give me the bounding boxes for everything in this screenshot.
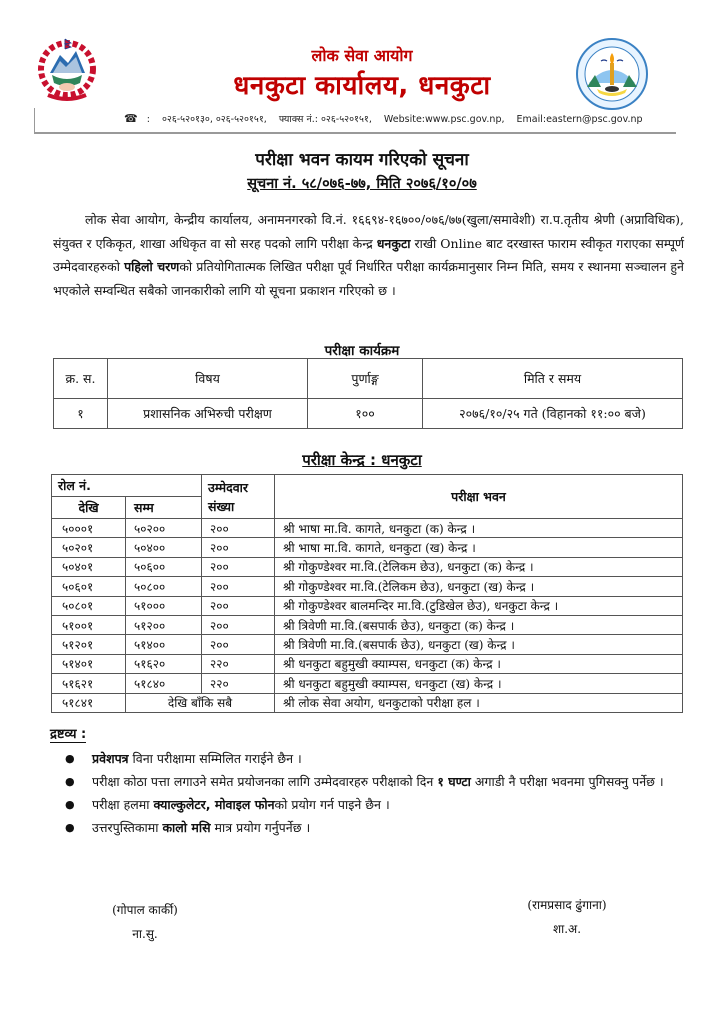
col-serial: क्र. स.	[54, 359, 108, 399]
notice-reference-text: सूचना नं. ५८/०७६-७७, मिति २०७६/१०/०७	[247, 176, 477, 192]
notes-list	[65, 748, 690, 840]
fax-number: फ्याक्स नं.: ०२६-५२०१५१,	[278, 114, 372, 125]
email-link[interactable]: Email:eastern@psc.gov.np	[516, 114, 643, 125]
centre-heading-text: परीक्षा केन्द्र : धनकुटा	[302, 451, 422, 469]
notice-body	[53, 208, 684, 302]
table-row	[52, 615, 683, 634]
exam-centre-table	[51, 474, 683, 713]
table-row	[52, 635, 683, 654]
cell-hall: श्री धनकुटा बहुमुखी क्याम्पस, धनकुटा (क) केन्द्र ।	[275, 654, 683, 673]
centre-header-row-1	[52, 475, 683, 497]
cell-count: २२०	[202, 654, 275, 673]
note-bold: क्याल्कुलेटर, मोवाइल फोन	[153, 797, 275, 812]
cell-count: २००	[202, 635, 275, 654]
cell-to: ५१४००	[126, 635, 202, 654]
cell-to: ५०४००	[126, 538, 202, 557]
cell-count: २००	[202, 538, 275, 557]
office-name: धनकुटा कार्यालय, धनकुटा	[233, 71, 491, 101]
phone-numbers: ०२६-५२०१३०, ०२६-५२०१५१,	[161, 114, 267, 125]
col-exam-hall: परीक्षा भवन	[275, 475, 683, 519]
cell-count: २२०	[202, 674, 275, 693]
cell-from: ५०६०१	[52, 577, 126, 596]
cell-hall: श्री गोकुण्डेश्वर मा.वि.(टेलिकम छेउ), धनकुटा (क) केन्द्र ।	[275, 557, 683, 576]
table-row	[52, 557, 683, 576]
cell-to: ५०८००	[126, 577, 202, 596]
note-item	[65, 794, 690, 815]
cell-hall: श्री त्रिवेणी मा.वि.(बसपार्क छेउ), धनकुटा (क) केन्द्र ।	[275, 615, 683, 634]
body-text-2: राखी Online बाट दरखास्त फाराम स्वीकृत गराएका सम्पूर्ण उम्मेदवारहरुको	[53, 235, 684, 274]
table-row-last	[52, 693, 683, 712]
signature-right	[502, 893, 632, 941]
cell-from: ५१८४१	[52, 693, 126, 712]
signatory-name: (गोपाल कार्की)	[112, 903, 178, 917]
col-roll-no: रोल नं.	[52, 475, 202, 497]
body-bold-phase: पहिलो चरण	[124, 259, 180, 274]
col-full-marks: पुर्णाङ्ग	[308, 359, 423, 399]
body-text-3: को प्रतियोगितात्मक लिखित परीक्षा पूर्व निर्धारित परीक्षा कार्यक्रमानुसार निम्न मिति, समय र स्थानमा सञ्चालन हुने भएकोले सम्वन्धित सबैको जानकारीको लागि यो सूचना प्रकाशन गरिएको छ ।	[53, 259, 684, 298]
note-bold: १ घण्टा	[437, 774, 471, 789]
schedule-header-row	[54, 359, 683, 399]
cell-from: ५०४०१	[52, 557, 126, 576]
cell-from: ५१६२१	[52, 674, 126, 693]
note-item	[65, 748, 690, 769]
cell-count: २००	[202, 577, 275, 596]
cell-count: २००	[202, 557, 275, 576]
phone-label: :	[146, 114, 150, 125]
cell-hall: श्री लोक सेवा अयोग, धनकुटाको परीक्षा हल ।	[275, 693, 683, 712]
signature-left	[80, 898, 210, 946]
cell-to: ५०६००	[126, 557, 202, 576]
signatory-name: (रामप्रसाद ढुंगाना)	[527, 898, 607, 912]
note-text: परीक्षा हलमा	[92, 797, 154, 812]
website-link[interactable]: Website:www.psc.gov.np,	[383, 114, 505, 125]
table-row	[52, 674, 683, 693]
org-name: लोक सेवा आयोग	[311, 46, 413, 65]
cell-to: ५१८४०	[126, 674, 202, 693]
cell-hall: श्री भाषा मा.वि. कागते, धनकुटा (क) केन्द्र ।	[275, 519, 683, 538]
cell-count: २००	[202, 519, 275, 538]
note-text: विना परीक्षामा सम्मिलित गराईने छैन ।	[128, 751, 302, 766]
col-subject: विषय	[108, 359, 308, 399]
note-text: उत्तरपुस्तिकामा	[92, 820, 163, 835]
cell-hall: श्री त्रिवेणी मा.वि.(बसपार्क छेउ), धनकुटा (ख) केन्द्र ।	[275, 635, 683, 654]
cell-to: ५१०००	[126, 596, 202, 615]
notice-reference	[0, 173, 724, 193]
cell-from: ५०२०१	[52, 538, 126, 557]
table-row	[52, 519, 683, 538]
notes-label: द्रष्टव्य :	[50, 727, 87, 742]
notice-title: परीक्षा भवन कायम गरिएको सूचना	[255, 150, 469, 170]
contact-info	[124, 112, 652, 125]
cell-full-marks: १००	[308, 399, 423, 429]
note-text: परीक्षा कोठा पत्ता लगाउने समेत प्रयोजनका लागि उम्मेदवारहरु परीक्षाको दिन	[92, 774, 438, 789]
note-text: को प्रयोग गर्न पाइने छैन ।	[274, 797, 390, 812]
schedule-table	[53, 358, 683, 429]
schedule-heading: परीक्षा कार्यक्रम	[324, 343, 400, 359]
cell-from: ५०००१	[52, 519, 126, 538]
table-row	[52, 654, 683, 673]
col-from: देखि	[52, 497, 126, 519]
table-row	[54, 399, 683, 429]
note-text: मात्र प्रयोग गर्नुपर्नेछ ।	[210, 820, 311, 835]
cell-hall: श्री भाषा मा.वि. कागते, धनकुटा (ख) केन्द्र ।	[275, 538, 683, 557]
cell-to: ५०२००	[126, 519, 202, 538]
note-bold: प्रवेशपत्र	[92, 751, 129, 766]
signatory-title: ना.सु.	[132, 927, 158, 941]
cell-hall: श्री गोकुण्डेश्वर बालमन्दिर मा.वि.(टुडिखेल छेउ), धनकुटा केन्द्र ।	[275, 596, 683, 615]
note-bold: कालो मसि	[162, 820, 211, 835]
cell-to: ५१६२०	[126, 654, 202, 673]
cell-serial: १	[54, 399, 108, 429]
col-date-time: मिति र समय	[423, 359, 683, 399]
cell-count: २००	[202, 596, 275, 615]
cell-count: २००	[202, 615, 275, 634]
note-item	[65, 817, 690, 838]
table-row	[52, 538, 683, 557]
cell-from: ५१४०१	[52, 654, 126, 673]
cell-hall: श्री गोकुण्डेश्वर मा.वि.(टेलिकम छेउ), धनकुटा (ख) केन्द्र ।	[275, 577, 683, 596]
col-to: सम्म	[126, 497, 202, 519]
col-candidates: उम्मेदवार संख्या	[202, 475, 275, 519]
note-item	[65, 771, 690, 792]
signatory-title: शा.अ.	[552, 922, 582, 936]
cell-from: ५१२०१	[52, 635, 126, 654]
table-row	[52, 596, 683, 615]
cell-hall: श्री धनकुटा बहुमुखी क्याम्पस, धनकुटा (ख) केन्द्र ।	[275, 674, 683, 693]
note-text: अगाडी नै परीक्षा भवनमा पुगिसक्नु पर्नेछ ।	[470, 774, 664, 789]
body-text-1: लोक सेवा आयोग, केन्द्रीय कार्यालय, अनामनगरको वि.नं. १६६९४-१६७००/०७६/७७(खुला/समावेशी) रा.प.तृतीय श्रेणी (अप्राविधिक), संयुक्त र एकिकृत, शाखा अधिकृत वा सो सरह पदको लागि परीक्षा केन्द्र	[53, 212, 684, 251]
table-row	[52, 577, 683, 596]
body-bold-centre: धनकुटा	[376, 235, 411, 251]
cell-date-time: २०७६/१०/२५ गते (विहानको ११:०० बजे)	[423, 399, 683, 429]
centre-heading	[0, 450, 724, 470]
cell-from: ५१००१	[52, 615, 126, 634]
phone-icon: ☎	[124, 112, 138, 125]
cell-rest-all: देखि बाँकि सबै	[126, 693, 275, 712]
cell-from: ५०८०१	[52, 596, 126, 615]
cell-subject: प्रशासनिक अभिरुची परीक्षण	[108, 399, 308, 429]
cell-to: ५१२००	[126, 615, 202, 634]
